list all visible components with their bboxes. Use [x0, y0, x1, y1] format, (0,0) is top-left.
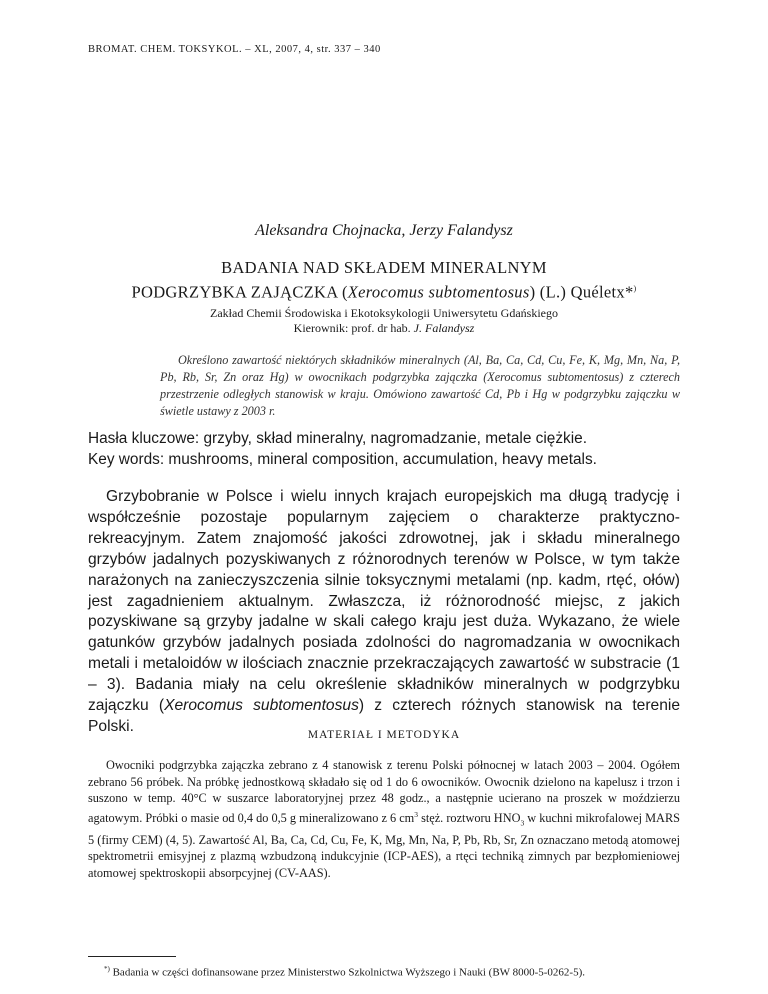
article-title — [0, 257, 768, 303]
title-line-1: BADANIA NAD SKŁADEM MINERALNYM — [221, 258, 547, 277]
affiliation-institution: Zakład Chemii Środowiska i Ekotoksykologii Uniwersytetu Gdańskiego — [210, 306, 558, 320]
footnote-divider — [88, 956, 176, 957]
intro-paragraph — [88, 487, 680, 738]
keywords-en: Key words: mushrooms, mineral composition, accumulation, heavy metals. — [88, 451, 597, 468]
method-text-1: Owocniki podgrzybka zajączka zebrano z 4 stanowisk z terenu Polski północnej w latach 2003 – 2004. Ogółem zebrano 56 próbek. Na próbkę jednostkową składało się od 1 do 6 owocników. Owocnik dzielono na kapelusz i trzon i suszono w temp. 40°C w suszarce laboratoryjnej przez 48 godz., a następnie ucierano na proszek w moździerzu agatowym. Próbki o masie od 0,4 do 0,5 g mineralizowano z 6 cm — [88, 758, 680, 825]
authors: Aleksandra Chojnacka, Jerzy Falandysz — [255, 222, 513, 239]
footnote — [104, 962, 680, 980]
method-sub: 3 — [520, 818, 525, 828]
intro-text: Grzybobranie w Polsce i wielu innych krajach europejskich ma długą tradycję i współcześnie pozostaje popularnym zajęciem o charakterze praktyczno-rekreacyjnym. Zatem znajomość jakości zdrowotnej, jak i składu mineralnego grzybów jadalnych pozyskiwanych z różnorodnych terenów w Polsce, w tym także narażonych na zanieczyszczenia silnie toksycznymi metalami (np. kadm, rtęć, ołów) jest zagadnieniem aktualnym. Zwłaszcza, iż różnorodność miejsc, z jakich pozyskiwane są grzyby jadalne w skali całego kraju jest duża. Wykazano, że wiele gatunków grzybów jadalnych posiada zdolności do nagromadzania w owocnikach metali i metaloidów w ilościach znacznie przekraczających zawartość w substracie (1 – 3). Badania miały na celu określenie składników mineralnych w podgrzybku zajączku ( — [88, 488, 680, 715]
method-text-3: w kuchni mikrofalowej MARS 5 (firmy CEM) (4, 5). Zawartość Al, Ba, Ca, Cd, Cu, Fe, K, Mg, Mn, Na, P, Pb, Rb, Sr, Zn oznaczano metodą atomowej spektrometrii emisyjnej z plazmą wzbudzoną indukcyjnie (ICP-AES), a rtęci techniką zimnych par bezpłomieniowej atomowej spektroskopii absorpcyjnej (CV-AAS). — [88, 810, 680, 880]
section-heading: MATERIAŁ I METODYKA — [307, 729, 461, 741]
affiliation — [0, 306, 768, 336]
method-sup: 3 — [414, 809, 418, 819]
journal-header: BROMAT. CHEM. TOKSYKOL. – XL, 2007, 4, str. 337 – 340 — [88, 44, 381, 55]
intro-species: Xerocomus subtomentosus — [164, 697, 359, 715]
affiliation-head-name: J. Falandysz — [413, 321, 475, 335]
affiliation-head-label: Kierownik: prof. dr hab. — [293, 321, 414, 335]
method-paragraph — [88, 757, 680, 881]
affiliation-head — [0, 321, 768, 336]
title-footnote-mark: ) — [633, 284, 637, 293]
footnote-mark: *) — [104, 965, 110, 973]
title-line-2-pre: PODGRZYBKA ZAJĄCZKA ( — [131, 282, 348, 302]
keywords — [88, 428, 688, 470]
intro-text-end: ) z czterech różnych stanowisk na terenie Polski. — [88, 697, 681, 735]
title-line-2-post: ) (L.) Quéletx* — [529, 282, 634, 302]
title-line-2 — [0, 278, 768, 303]
abstract: Określono zawartość niektórych składników mineralnych (Al, Ba, Ca, Cd, Cu, Fe, K, Mg, Mn, Na, P, Pb, Rb, Sr, Zn oraz Hg) w owocnikach podgrzybka zajączka (Xerocomus subtomentosus) z czterech przestrzenie odległych stanowisk w kraju. Omówiono zawartość Cd, Pb i Hg w podgrzybku zajączku w świetle ustawy z 2003 r. — [160, 353, 680, 418]
footnote-text: Badania w części dofinansowane przez Ministerstwo Szkolnictwa Wyższego i Nauki (BW 8000-5-0262-5). — [109, 966, 586, 979]
title-species: Xerocomus subtomentosus — [347, 282, 530, 302]
method-text-2: stęż. roztworu HNO — [417, 810, 521, 825]
keywords-pl: Hasła kluczowe: grzyby, skład mineralny, nagromadzanie, metale ciężkie. — [88, 430, 587, 447]
